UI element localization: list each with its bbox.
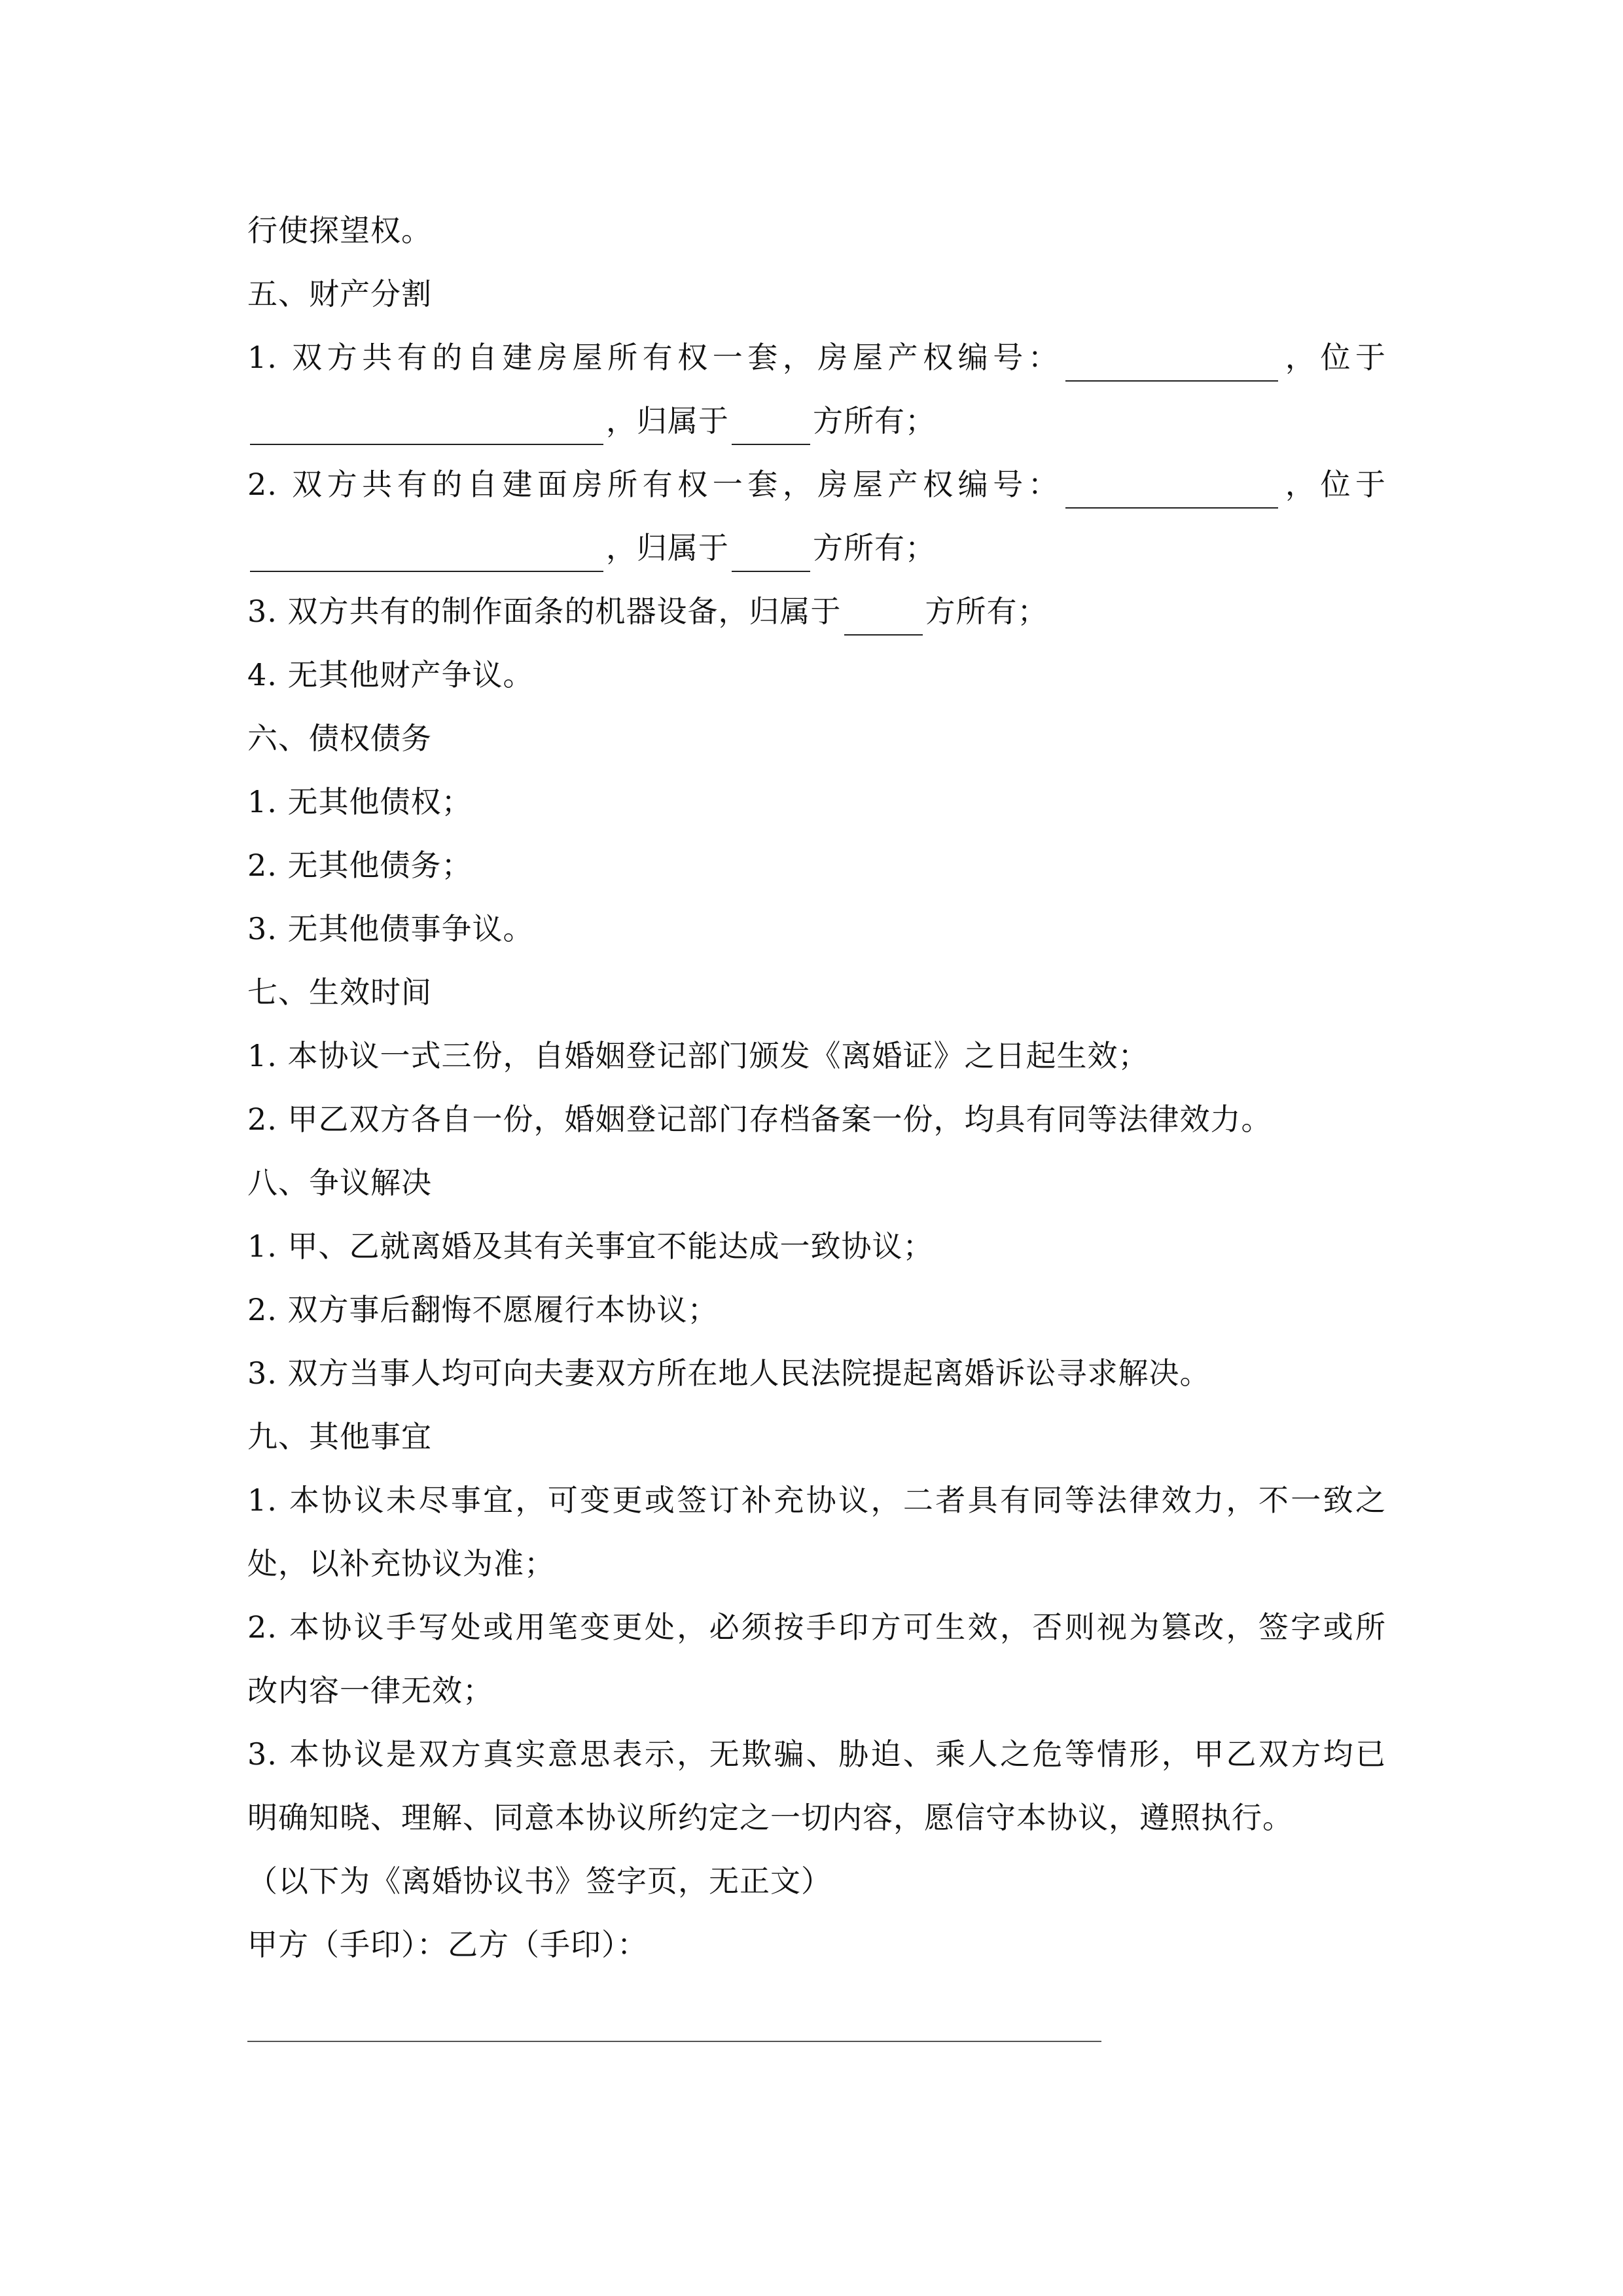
fill-blank-owner — [732, 538, 810, 572]
section-heading-dispute: 八、争议解决 — [247, 1165, 432, 1200]
fill-blank-property-number — [1065, 348, 1278, 382]
document-body — [247, 206, 1386, 1984]
clause-other-2-cont: 改内容一律无效； — [247, 1673, 493, 1708]
clause-effective-1: 1. 本协议一式三份，自婚姻登记部门颁发《离婚证》之日起生效； — [247, 1038, 1149, 1073]
clause-debts-1: 1. 无其他债权； — [247, 784, 473, 819]
fill-blank-location — [250, 411, 603, 445]
signature-divider — [247, 2041, 1101, 2042]
clause-dispute-3: 3. 双方当事人均可向夫妻双方所在地人民法院提起离婚诉讼寻求解决。 — [247, 1355, 1211, 1391]
fill-blank-owner — [732, 411, 810, 445]
clause-dispute-1: 1. 甲、乙就离婚及其有关事宜不能达成一致协议； — [247, 1229, 934, 1264]
clause-other-3: 3. 本协议是双方真实意思表示，无欺骗、胁迫、乘人之危等情形，甲乙双方均已 — [247, 1736, 1386, 1772]
clause-property-2-cont: ，归属于 方所有； — [247, 524, 1386, 587]
clause-other-1-cont: 处，以补充协议为准； — [247, 1546, 555, 1581]
clause-property-3: 3. 双方共有的制作面条的机器设备，归属于 方所有； — [247, 587, 1386, 651]
clause-other-3-cont: 明确知晓、理解、同意本协议所约定之一切内容，愿信守本协议，遵照执行。 — [247, 1800, 1293, 1835]
section-heading-effective: 七、生效时间 — [247, 975, 432, 1010]
clause-dispute-2: 2. 双方事后翻悔不愿履行本协议； — [247, 1292, 719, 1327]
clause-property-4: 4. 无其他财产争议。 — [247, 657, 534, 692]
fill-blank-property-number — [1065, 475, 1278, 509]
fill-blank-owner — [844, 601, 923, 636]
section-heading-other: 九、其他事宜 — [247, 1419, 432, 1454]
clause-other-1: 1. 本协议未尽事宜，可变更或签订补充协议，二者具有同等法律效力，不一致之 — [247, 1482, 1386, 1518]
clause-other-2: 2. 本协议手写处或用笔变更处，必须按手印方可生效，否则视为篡改，签字或所 — [247, 1609, 1386, 1645]
section-heading-debts: 六、债权债务 — [247, 721, 432, 756]
clause-debts-2: 2. 无其他债务； — [247, 848, 473, 883]
clause-debts-3: 3. 无其他债事争议。 — [247, 911, 534, 946]
fill-blank-location — [250, 538, 603, 572]
signature-page-note: （以下为《离婚协议书》签字页，无正文） — [247, 1863, 832, 1899]
section-heading-property: 五、财产分割 — [247, 276, 432, 312]
clause-effective-2: 2. 甲乙双方各自一份，婚姻登记部门存档备案一份，均具有同等法律效力。 — [247, 1102, 1272, 1137]
clause-property-1: 1. 双方共有的自建房屋所有权一套，房屋产权编号： ，位于 — [247, 333, 1386, 397]
clause-property-1-cont: ，归属于 方所有； — [247, 397, 1386, 460]
clause-property-2: 2. 双方共有的自建面房所有权一套，房屋产权编号： ，位于 — [247, 460, 1386, 524]
signature-labels: 甲方（手印）：乙方（手印）： — [247, 1927, 648, 1962]
text-line: 行使探望权。 — [247, 213, 432, 248]
